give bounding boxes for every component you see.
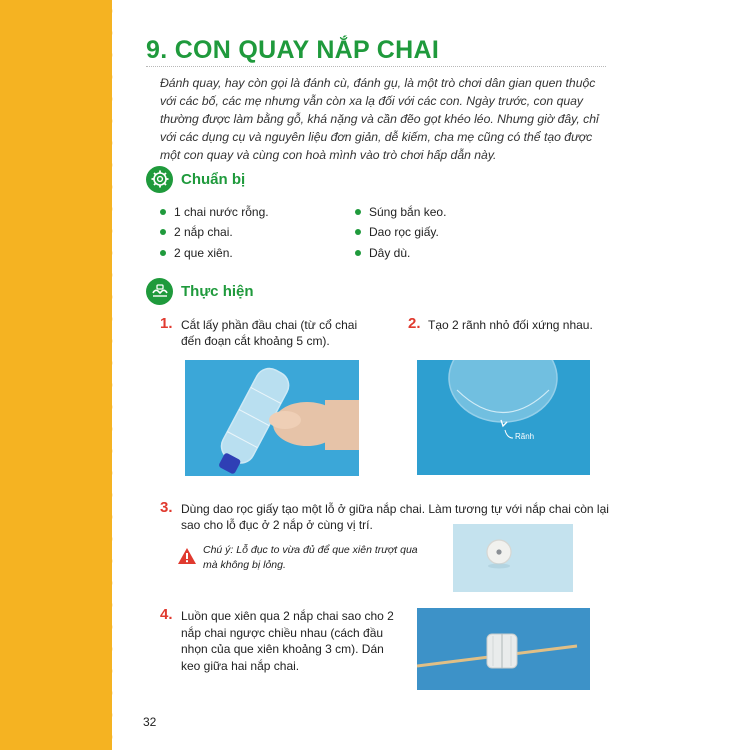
section-execute-header	[146, 276, 254, 306]
intro-paragraph: Đánh quay, hay còn gọi là đánh cù, đánh gụ, là một trò chơi dân gian quen thuộc với các bố, các mẹ nhưng vẫn còn xa lạ đối với các con. Ngày trước, con quay thường được làm bằng gỗ, khá nặng và cần đẽo gọt khéo léo. Nhưng giờ đây, chỉ với các dụng cụ và nguyên liệu đơn giản, dễ kiếm, cha mẹ cũng có thể tạo được một con quay và cùng con hoà mình vào trò chơi hấp dẫn này.	[160, 76, 599, 162]
gear-icon	[146, 166, 173, 193]
decorative-border	[0, 0, 118, 750]
step-number: 3.	[160, 499, 173, 516]
list-item: Súng bắn keo.	[355, 205, 446, 219]
step-text: Cắt lấy phần đầu chai (từ cổ chai đến đoạn cắt khoảng 5 cm).	[181, 318, 358, 348]
photo-cutting-bottle	[185, 360, 359, 476]
step-number: 1.	[160, 315, 173, 332]
photo-caps-skewer	[417, 608, 590, 690]
list-item: Dao rọc giấy.	[355, 225, 439, 239]
step-number: 2.	[408, 315, 421, 332]
step-text: Tạo 2 rãnh nhỏ đối xứng nhau.	[428, 318, 593, 332]
warning-icon	[177, 547, 197, 570]
section-prepare-header	[146, 164, 245, 194]
list-item: 2 que xiên.	[160, 246, 233, 260]
title-divider	[146, 66, 606, 67]
photo-cap-hole	[453, 524, 573, 592]
step-number: 4.	[160, 606, 173, 623]
section-execute-title: Thực hiện	[181, 282, 254, 300]
warning-note: Chú ý: Lỗ đục to vừa đủ để que xiên trượt qua mà không bị lỏng.	[203, 544, 418, 571]
section-prepare-title: Chuẩn bị	[181, 170, 246, 188]
list-item: 2 nắp chai.	[160, 225, 233, 239]
list-item: Dây dù.	[355, 246, 410, 260]
photo-notch	[417, 360, 590, 475]
step-text: Luồn que xiên qua 2 nắp chai sao cho 2 nắp chai ngược chiều nhau (cách đầu nhọn của que xiên khoảng 3 cm). Dán keo giữa hai nắp chai.	[181, 609, 394, 673]
list-item: 1 chai nước rỗng.	[160, 205, 269, 219]
step-text: Dùng dao rọc giấy tạo một lỗ ở giữa nắp chai. Làm tương tự với nắp chai còn lại sao cho lỗ đục ở 2 nắp ở cùng vị trí.	[181, 502, 609, 532]
hands-tools-icon	[146, 278, 173, 305]
page-title: 9. CON QUAY NẮP CHAI	[146, 36, 440, 64]
photo-caption: Rãnh	[515, 432, 535, 441]
page-number: 32	[143, 715, 157, 729]
